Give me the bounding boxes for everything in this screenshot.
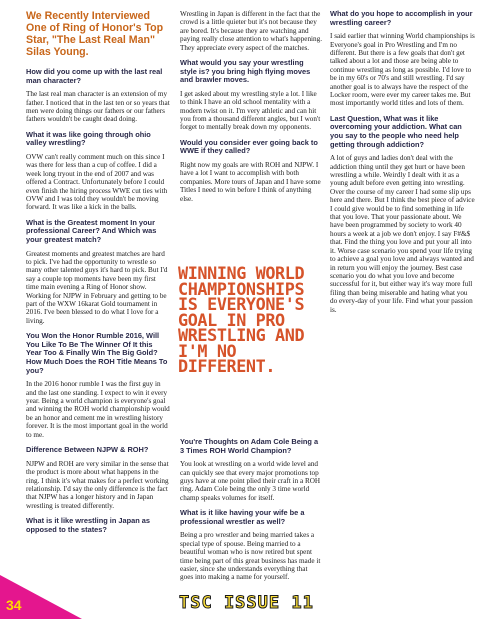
column-2 <box>180 10 322 210</box>
question-heading: What is it like wrestling in Japan as opposed to the states? <box>26 516 151 534</box>
question-heading: Would you consider ever going back to WWE if they called? <box>180 137 318 156</box>
question-heading: What is the Greatest moment In your professional Career? And Which was your greatest match? <box>26 217 157 245</box>
answer-paragraph: In the 2016 honor rumble I was the first guy in and the last one standing. I expect to win it every year. Being a world champion is everyone's goal and winning the ROH world championship would be an honor and cement me in wrestling history forever. It is the most important goal in the world to me. <box>26 380 170 439</box>
question-heading: What do you hope to accomplish in your wrestling career? <box>330 9 473 27</box>
answer-paragraph: OVW can't really comment much on this since I was there for less than a cup of coffee. I did a week long tryout in the end of 2007 and was offered a Contract. Unfortunately before I could even finish the hiring process WWE cut ties with OVW and I was told they wouldn't be moving forward. It was like a kick in the balls. <box>26 153 168 212</box>
column-2-lower <box>180 438 322 589</box>
question-heading: How did you come up with the last real man character? <box>26 67 163 85</box>
article-title: We Recently Interviewed One of Ring of Honor's Top Star, "The Last Real Man" Silas Young. <box>26 10 164 58</box>
question-heading: You're Thoughts on Adam Cole Being a 3 Times ROH World Champion? <box>180 437 319 455</box>
question-heading: You Won the Honor Rumble 2016, Will You Like To Be The Winner Of It this Year Too & Finally Win The Big Gold? How Much Does the ROH Title Means To you? <box>26 331 168 375</box>
pull-quote <box>178 263 328 376</box>
issue-label: TSC ISSUE 11 <box>179 593 314 613</box>
page-number: 34 <box>6 597 22 613</box>
answer-paragraph: A lot of guys and ladies don't deal with the addiction thing until they get hurt or have been wrestling a while. Weirdly I dealt with it as a young adult before even getting into wrestling. Over the course of my career I had some slip ups here and there. But I think the best piece of advice I could give would be to find something in life that you love. That your passionate about. We have been programmed by society to work 40 hours a week at a job we don't enjoy. I say F#&$ that. Find the thing you love and put your all into it. Worse case scenario you spend your life trying to achieve a goal you love and always wanted and in return you will enjoy the journey. Best case scenario you do what you love and become successful for it, but either way it's way more full filing than being miserable and hating what you do every-day of your life. Find what your passion is. <box>330 154 475 314</box>
answer-paragraph: You look at wrestling on a world wide level and can quickly see that every major promotions top guys have at one point plied their craft in a ROH ring. Adam Cole being the only 3 time world champ speaks volumes for itself. <box>180 460 321 502</box>
answer-paragraph: Greatest moments and greatest matches are hard to pick. I've had the opportunity to wrestle so many other talented guys it's hard to pick. But I'd say a couple top moments have been my first time main evening a Ring of Honor show. Working for NJPW in February and getting to be part of the WXW 16karat Gold tournament in 2016. I've been blessed to do what I love for a living. <box>26 249 168 325</box>
answer-paragraph: I get asked about my wrestling style a lot. I like to think I have an old school mentality with a modern twist on it. I'm very athletic and can hit you from a thousand different angles, but I won't forget to mentally break down my opponents. <box>180 89 321 132</box>
column-3 <box>330 10 475 321</box>
pull-quote-text: WINNING WORLD CHAMPIONSHIPS IS EVERYONE'S GOAL IN PRO WRESTLING AND I'M NO DIFFERENT. <box>178 263 305 376</box>
answer-paragraph: The last real man character is an extension of my father. I noticed that in the last ten or so years that men were doing things our fathers or our fathers fathers wouldn't be caught dead doing. <box>26 90 170 124</box>
question-heading: What it was like going through ohio valley wrestling? <box>26 129 151 148</box>
column-1 <box>26 10 170 539</box>
answer-paragraph: Wrestling in Japan is different in the fact that the crowd is a little quieter but it's not because they are bored. It's because they are watching and paying really close attention to what's happening. They appreciate every aspect of the matches. <box>180 10 323 52</box>
question-heading: What is it like having your wife be a professional wrestler as well? <box>180 508 305 526</box>
question-heading: Last Question, What was it like overcoming your addiction. What can you say to the people who need help getting through addiction? <box>330 113 462 149</box>
answer-paragraph: Being a pro wrestler and being married takes a special type of spouse. Being married to a beautiful woman who is now retired but spent time being part of this great business has made it easier, since she understands everything that goes into making a name for yourself. <box>180 531 321 582</box>
answer-paragraph: Right now my goals are with ROH and NJPW. I have a lot I want to accomplish with both companies. More tours of Japan and I have some Titles I need to win before I think of anything else. <box>180 161 321 203</box>
question-heading: Difference Between NJPW & ROH? <box>26 445 149 455</box>
answer-paragraph: NJPW and ROH are very similar in the sense that the product is more about what happens in the ring. I think it's what makes for a perfect working relationship. I'd say the only difference is the fact that NJPW has a longer history and in Japan wrestling is treated differently. <box>26 459 169 510</box>
answer-paragraph: I said earlier that winning World championships is Everyone's goal in Pro Wrestling and I'm no different. But there is a few goals that don't get talked about a lot and those are being able to continue wrestling as long as possible. I'd love to be in my 60's or 70's and still wrestling. I'd say another goal is to always have the respect of the Locker room, were ever my career takes me. But most importantly world titles and lots of them. <box>330 32 475 108</box>
question-heading: What would you say your wrestling style is? you bring high flying moves and brawler moves. <box>180 58 311 85</box>
